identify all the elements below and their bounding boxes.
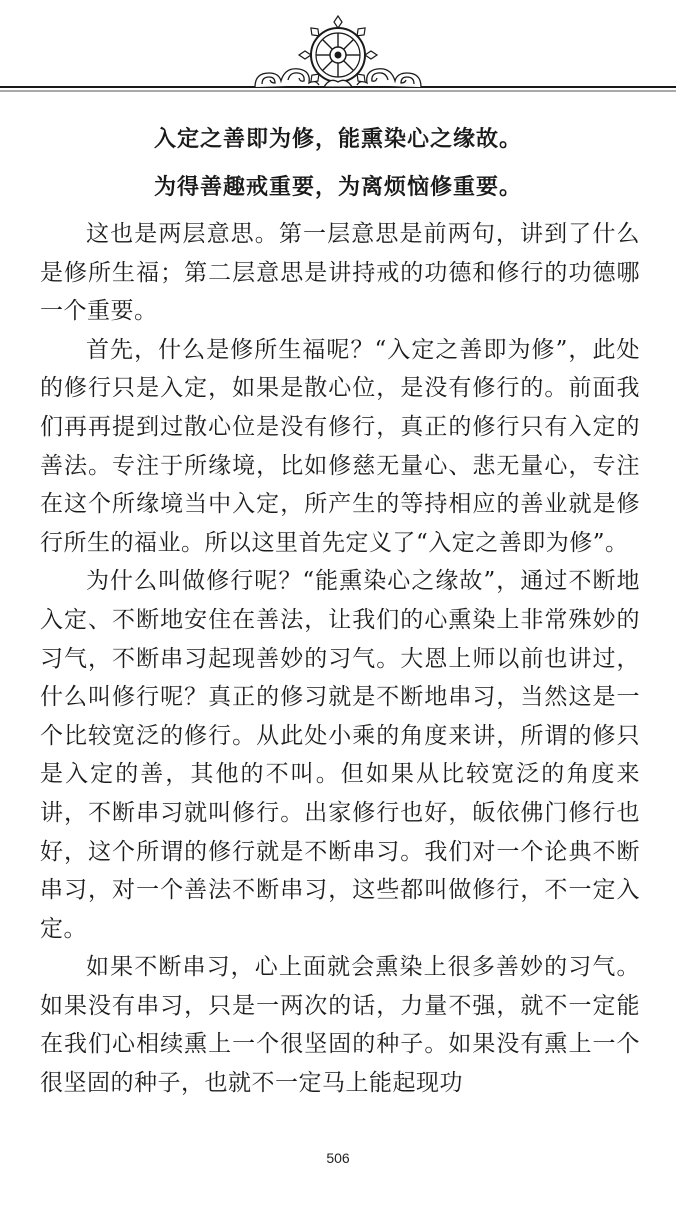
paragraph: 为什么叫做修行呢？“能熏染心之缘故”，通过不断地入定、不断地安住在善法，让我们的心熏染上非常殊妙的习气，不断串习起现善妙的习气。大恩上师以前也讲过，什么叫修行呢？真正的修习就是不断地串习，当然这是一个比较宽泛的修行。从此处小乘的角度来讲，所谓的修只是入定的善，其他的不叫。但如果从比较宽泛的角度来讲，不断串习就叫修行。出家修行也好，皈依佛门修行也好，这个所谓的修行就是不断串习。我们对一个论典不断串习，对一个善法不断串习，这些都叫做修行，不一定入定。 [40, 568, 640, 942]
header-ornament [0, 0, 676, 100]
commentary-body [40, 215, 640, 1103]
cloud-ornament-right [357, 69, 421, 87]
paragraph: 如果不断串习，心上面就会熏染上很多善妙的习气。如果没有串习，只是一两次的话，力量不强，就不一定能在我们心相续熏上一个很坚固的种子。如果没有熏上一个很坚固的种子，也就不一定马上能起现功 [40, 954, 640, 1097]
paragraph: 这也是两层意思。第一层意思是前两句，讲到了什么是修所生福；第二层意思是讲持戒的功德和修行的功德哪一个重要。 [40, 221, 640, 325]
verse-line-1: 入定之善即为修，能熏染心之缘故。 [153, 127, 522, 152]
verse-line-2: 为得善趣戒重要，为离烦恼修重要。 [153, 175, 522, 200]
dharma-wheel-icon [299, 16, 377, 87]
cloud-ornament-left [255, 69, 319, 87]
paragraph: 首先，什么是修所生福呢？“入定之善即为修”，此处的修行只是入定，如果是散心位，是没有修行的。前面我们再再提到过散心位是没有修行，真正的修行只有入定的善法。专注于所缘境，比如修慈无量心、悲无量心，专注在这个所缘境当中入定，所产生的等持相应的善业就是修行所生的福业。所以这里首先定义了“入定之善即为修”。 [40, 336, 640, 556]
page-number: 506 [326, 1150, 350, 1166]
